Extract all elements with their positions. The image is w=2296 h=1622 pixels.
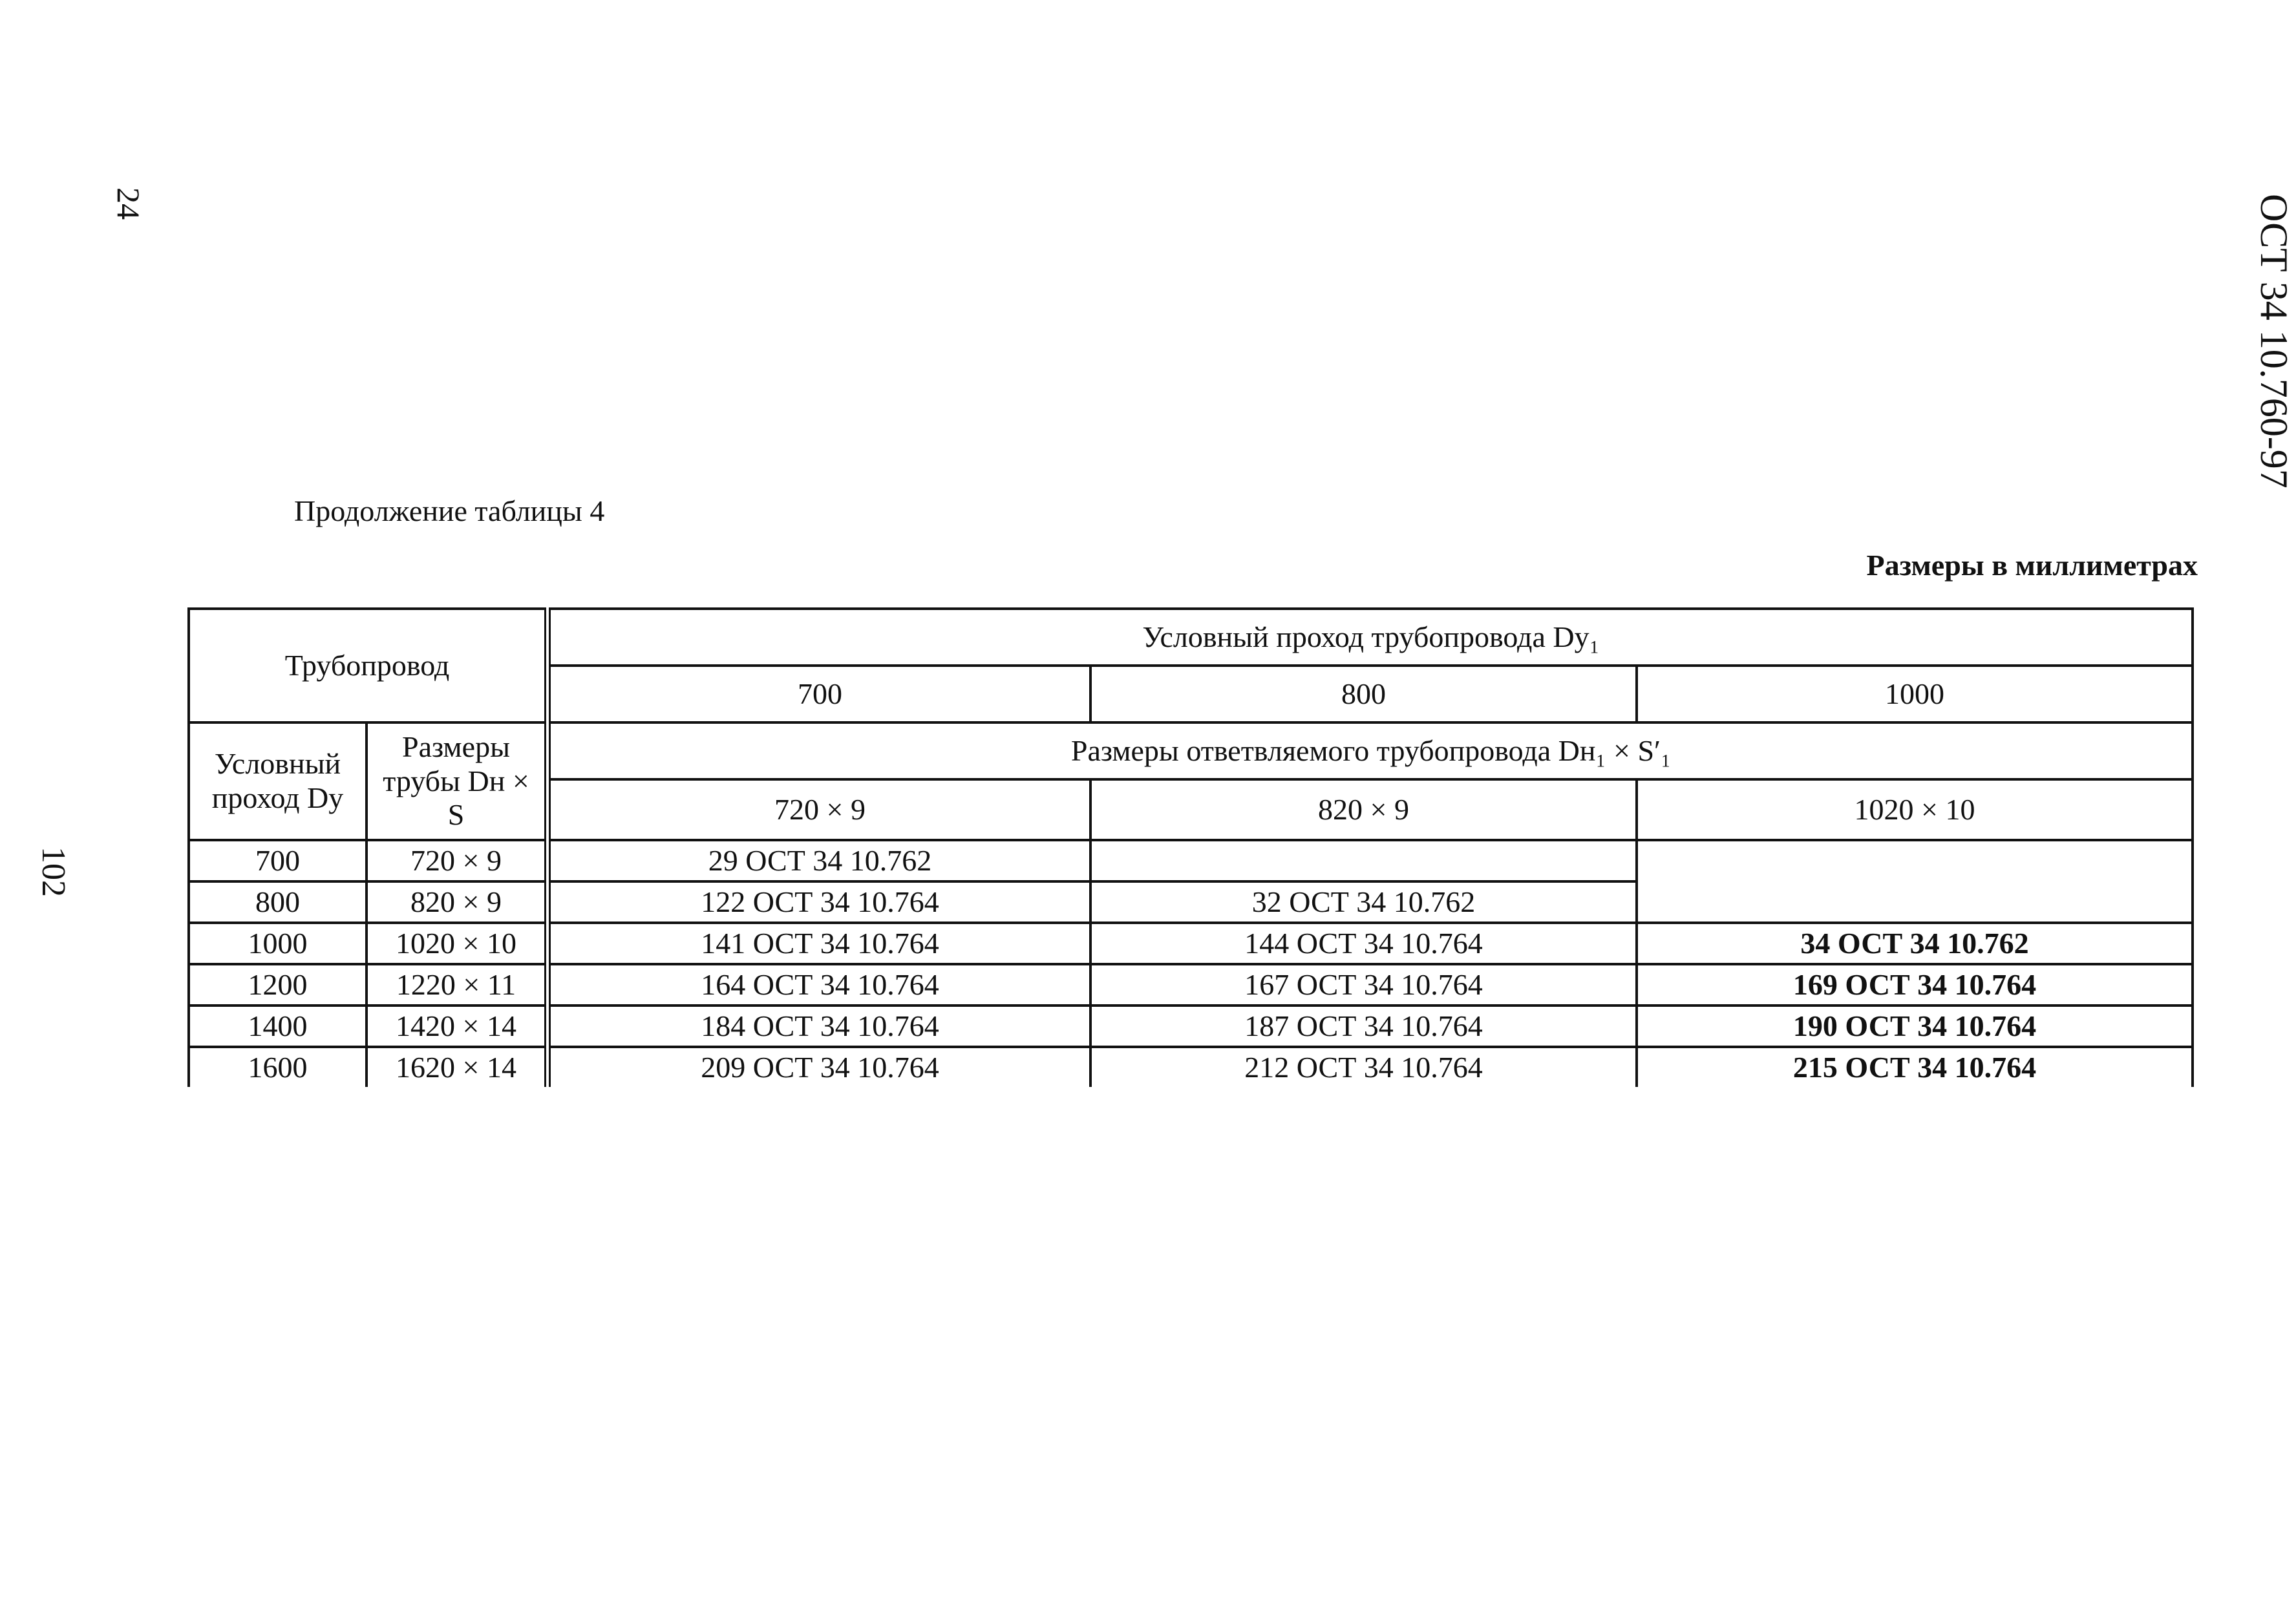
main-dy1-header: Условный проход трубопровода Dy₁ bbox=[547, 609, 2193, 666]
cell-c1: 164 ОСТ 34 10.764 bbox=[547, 964, 1090, 1006]
cell-size: 1020 × 10 bbox=[367, 923, 547, 964]
cell-c2: 212 ОСТ 34 10.764 bbox=[1090, 1047, 1637, 1087]
dy1-1000: 1000 bbox=[1637, 666, 2193, 722]
cell-dy: 800 bbox=[189, 881, 367, 923]
cell-c3: 190 ОСТ 34 10.764 bbox=[1637, 1006, 2193, 1047]
cell-c3: 34 ОСТ 34 10.762 bbox=[1637, 923, 2193, 964]
cell-size: 1220 × 11 bbox=[367, 964, 547, 1006]
branch-size-1020: 1020 × 10 bbox=[1637, 779, 2193, 840]
dy1-700: 700 bbox=[547, 666, 1090, 722]
cell-c3: 169 ОСТ 34 10.764 bbox=[1637, 964, 2193, 1006]
branch-size-720: 720 × 9 bbox=[547, 779, 1090, 840]
page-number-top: 24 bbox=[111, 187, 147, 220]
document-code: ОСТ 34 10.760-97 bbox=[2253, 194, 2295, 489]
cell-c2: 32 ОСТ 34 10.762 bbox=[1090, 881, 1637, 923]
cell-dy: 1200 bbox=[189, 964, 367, 1006]
dimensions-table bbox=[187, 607, 2194, 1087]
cell-dy: 700 bbox=[189, 840, 367, 881]
cell-c3-empty bbox=[1637, 840, 2193, 923]
table-row bbox=[189, 1047, 2193, 1087]
cell-dy: 1600 bbox=[189, 1047, 367, 1087]
dy1-800: 800 bbox=[1090, 666, 1637, 722]
cell-c2: 167 ОСТ 34 10.764 bbox=[1090, 964, 1637, 1006]
col-dy-header: Условный проход Dy bbox=[189, 722, 367, 840]
branch-header: Размеры ответвляемого трубопровода Dн₁ × S′₁ bbox=[547, 722, 2193, 779]
cell-dy: 1400 bbox=[189, 1006, 367, 1047]
cell-c1: 141 ОСТ 34 10.764 bbox=[547, 923, 1090, 964]
cell-size: 720 × 9 bbox=[367, 840, 547, 881]
cell-c1: 184 ОСТ 34 10.764 bbox=[547, 1006, 1090, 1047]
table-row bbox=[189, 840, 2193, 881]
table-caption: Продолжение таблицы 4 bbox=[294, 494, 605, 527]
cell-c3: 215 ОСТ 34 10.764 bbox=[1637, 1047, 2193, 1087]
branch-size-820: 820 × 9 bbox=[1090, 779, 1637, 840]
pipeline-header: Трубопровод bbox=[189, 609, 547, 722]
table-row bbox=[189, 1006, 2193, 1047]
table-row bbox=[189, 964, 2193, 1006]
cell-size: 1620 × 14 bbox=[367, 1047, 547, 1087]
cell-c2 bbox=[1090, 840, 1637, 881]
cell-c1: 122 ОСТ 34 10.764 bbox=[547, 881, 1090, 923]
cell-dy: 1000 bbox=[189, 923, 367, 964]
page-number-side: 102 bbox=[35, 847, 72, 897]
cell-size: 1420 × 14 bbox=[367, 1006, 547, 1047]
cell-c1: 209 ОСТ 34 10.764 bbox=[547, 1047, 1090, 1087]
col-size-header: Размеры трубы Dн × S bbox=[367, 722, 547, 840]
units-note: Размеры в миллиметрах bbox=[1866, 549, 2198, 582]
cell-size: 820 × 9 bbox=[367, 881, 547, 923]
cell-c2: 144 ОСТ 34 10.764 bbox=[1090, 923, 1637, 964]
table-row bbox=[189, 923, 2193, 964]
cell-c2: 187 ОСТ 34 10.764 bbox=[1090, 1006, 1637, 1047]
cell-c1: 29 ОСТ 34 10.762 bbox=[547, 840, 1090, 881]
